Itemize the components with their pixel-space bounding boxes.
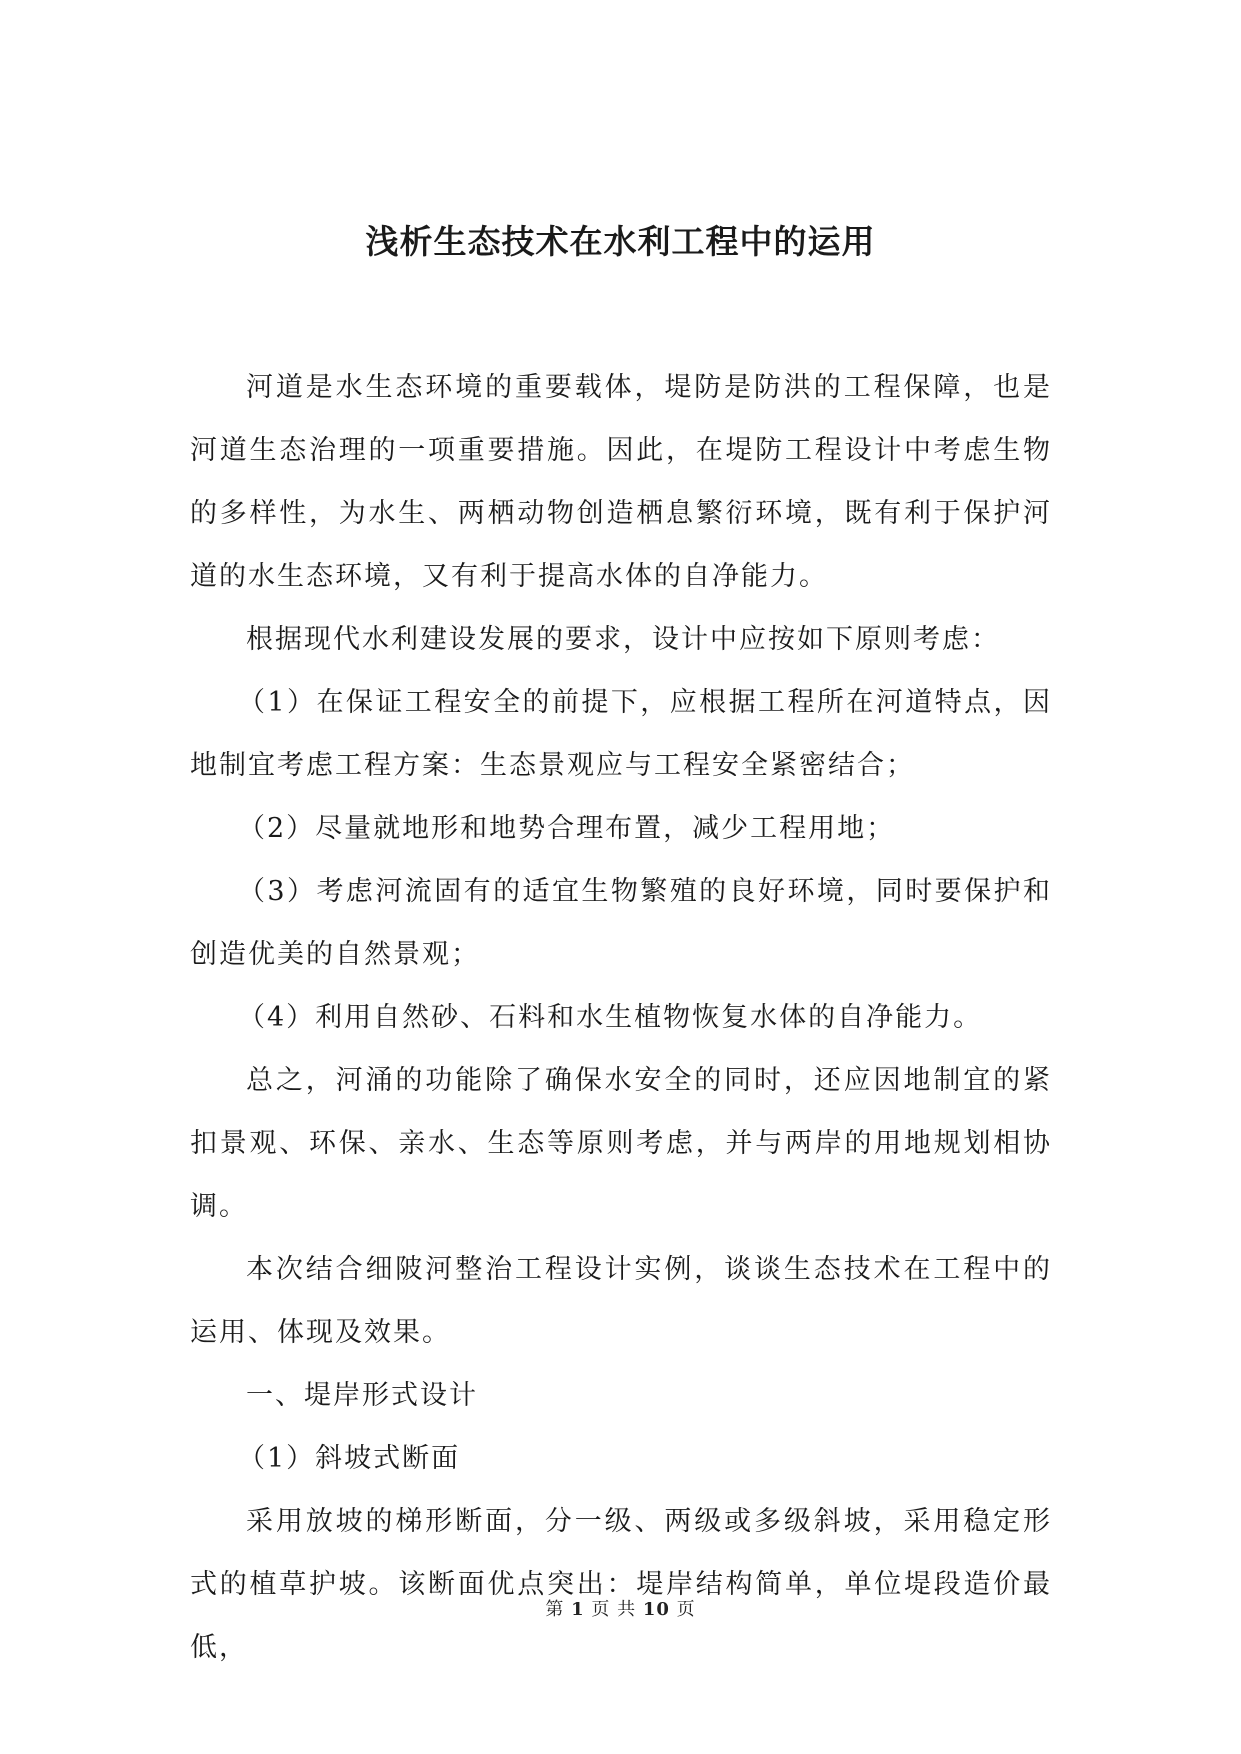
- principle-item-2: （2）尽量就地形和地势合理布置，减少工程用地；: [238, 813, 896, 844]
- principle-item-4: （4）利用自然砂、石料和水生植物恢复水体的自净能力。: [238, 1002, 983, 1033]
- document-body: [190, 356, 1052, 1679]
- paragraph-slope-section: 采用放坡的梯形断面，分一级、两级或多级斜坡，采用稳定形式的植草护坡。该断面优点突出：堤岸结构简单，单位堤段造价最低，: [190, 1506, 1052, 1663]
- footer-suffix: 页: [676, 1599, 696, 1620]
- principle-item-3: （3）考虑河流固有的适宜生物繁殖的良好环境，同时要保护和创造优美的自然景观；: [190, 876, 1052, 970]
- total-page-count: 10: [642, 1599, 670, 1620]
- page-footer: [0, 1598, 1241, 1622]
- subsection-heading-1: （1）斜坡式断面: [238, 1443, 461, 1474]
- document-title: 浅析生态技术在水利工程中的运用: [365, 222, 876, 261]
- paragraph-intro: 河道是水生态环境的重要载体，堤防是防洪的工程保障，也是河道生态治理的一项重要措施。因此，在堤防工程设计中考虑生物的多样性，为水生、两栖动物创造栖息繁衍环境，既有利于保护河道的水生态环境，又有利于提高水体的自净能力。: [190, 372, 1052, 592]
- footer-middle: 页 共: [591, 1599, 637, 1620]
- section-heading-1: 一、堤岸形式设计: [246, 1380, 478, 1411]
- paragraph-summary: 总之，河涌的功能除了确保水安全的同时，还应因地制宜的紧扣景观、环保、亲水、生态等原则考虑，并与两岸的用地规划相协调。: [190, 1065, 1052, 1222]
- paragraph-case-study: 本次结合细陂河整治工程设计实例，谈谈生态技术在工程中的运用、体现及效果。: [190, 1254, 1052, 1348]
- footer-prefix: 第: [545, 1599, 565, 1620]
- paragraph-principles-intro: 根据现代水利建设发展的要求，设计中应按如下原则考虑：: [246, 624, 1000, 655]
- principle-item-1: （1）在保证工程安全的前提下，应根据工程所在河道特点，因地制宜考虑工程方案：生态景观应与工程安全紧密结合；: [190, 687, 1052, 781]
- current-page-number: 1: [571, 1599, 585, 1620]
